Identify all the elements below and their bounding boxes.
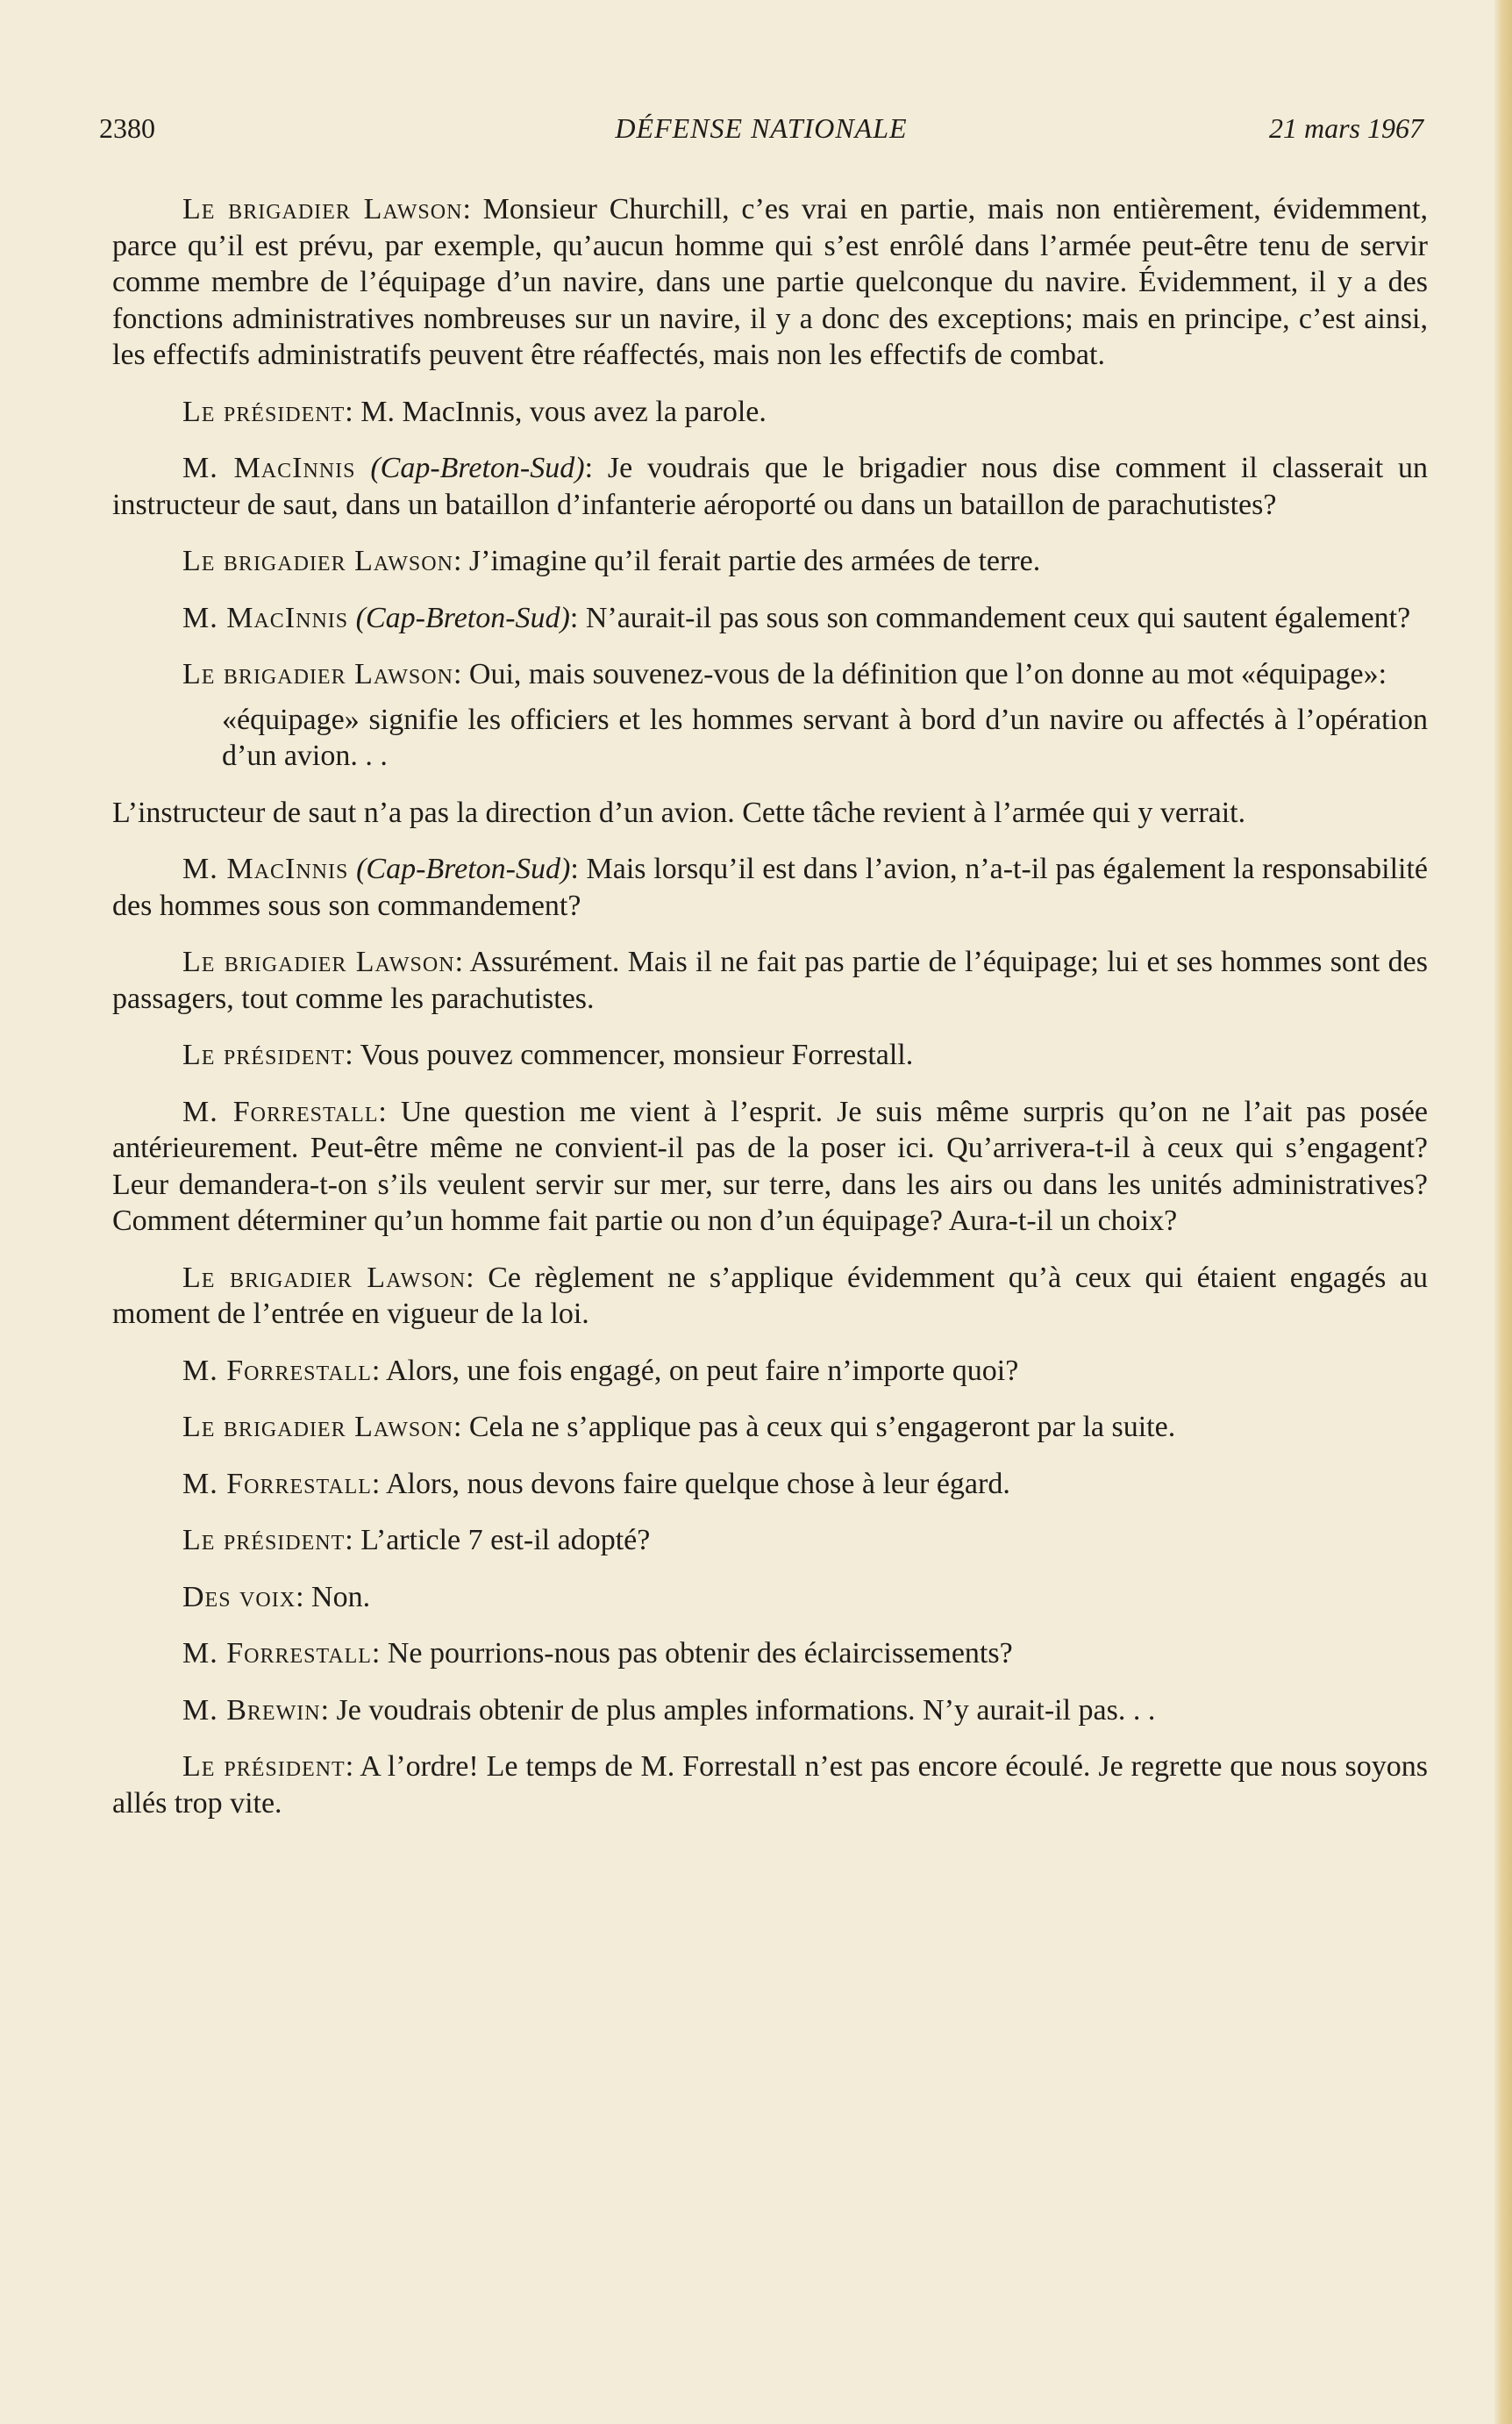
speaker-name: M. Forrestall	[182, 1095, 379, 1128]
paragraph-text: : J’imagine qu’il ferait partie des armées de terre.	[453, 545, 1041, 577]
speaker-name: Le président	[182, 1039, 346, 1071]
paragraph-text: : Je voudrais que le brigadier nous dise comment il classerait un instructeur de saut, dans un bataillon d’infanterie aéroporté ou dans un bataillon de parachutistes?	[112, 452, 1428, 521]
paragraph	[112, 1579, 1428, 1616]
speaker-name: M. Forrestall	[182, 1354, 372, 1387]
paragraph	[112, 543, 1428, 580]
riding-name: (Cap-Breton-Sud)	[348, 853, 571, 885]
speaker-name: M. MacInnis	[182, 601, 349, 634]
paragraph	[112, 1466, 1428, 1503]
paragraph	[112, 191, 1428, 374]
speaker-name: Des voix	[182, 1580, 296, 1613]
speaker-name: Le président	[182, 1750, 346, 1783]
paragraph	[112, 851, 1428, 924]
paragraph	[112, 450, 1428, 523]
paragraph-text: : Cela ne s’applique pas à ceux qui s’engageront par la suite.	[453, 1411, 1176, 1443]
paragraph	[112, 1748, 1428, 1821]
speaker-name: Le brigadier Lawson	[182, 946, 455, 978]
page-header	[99, 112, 1423, 165]
speaker-name: Le brigadier Lawson	[182, 658, 453, 690]
paragraph	[112, 600, 1428, 637]
running-title: DÉFENSE NATIONALE	[615, 112, 908, 144]
paragraph	[112, 1692, 1428, 1729]
page-number: 2380	[99, 112, 155, 144]
riding-name: (Cap-Breton-Sud)	[355, 452, 585, 484]
paragraph-text: : Mais lorsqu’il est dans l’avion, n’a-t-il pas également la responsabilité des hommes sous son commandement?	[112, 853, 1428, 922]
paragraph	[112, 1409, 1428, 1446]
paragraph-text: : Alors, une fois engagé, on peut faire n’importe quoi?	[371, 1354, 1019, 1387]
paragraph-text: : L’article 7 est-il adopté?	[345, 1524, 651, 1556]
paragraph-text: : Monsieur Churchill, c’es vrai en partie, mais non entièrement, évidemment, parce qu’il est prévu, par exemple, qu’aucun homme qui s’est enrôlé dans l’armée peut-être tenu de servir comme membre de l’équipage d’un navire, dans une partie quelconque du navire. Évidemment, il y a des fonctions administratives nombreuses sur un navire, il y a donc des exceptions; mais en principe, c’est ainsi, les effectifs administratifs peuvent être réaffectés, mais non les effectifs de combat.	[112, 193, 1429, 371]
riding-name: (Cap-Breton-Sud)	[348, 601, 570, 634]
paragraph-text: : Ce règlement ne s’applique évidemment qu’à ceux qui étaient engagés au moment de l’entrée en vigueur de la loi.	[112, 1261, 1429, 1330]
speaker-name: M. MacInnis	[182, 452, 356, 484]
transcript-body	[112, 191, 1428, 1841]
speaker-name: M. Forrestall	[182, 1637, 372, 1670]
paragraph-text: : Je voudrais obtenir de plus amples informations. N’y aurait-il pas. . .	[320, 1693, 1156, 1727]
speaker-name: M. Forrestall	[182, 1467, 372, 1500]
paragraph	[112, 1260, 1428, 1333]
paragraph-text: : M. MacInnis, vous avez la parole.	[345, 395, 767, 428]
paragraph-text: : A l’ordre! Le temps de M. Forrestall n’est pas encore écoulé. Je regrette que nous soyons allés trop vite.	[112, 1750, 1428, 1820]
speaker-name: Le brigadier Lawson	[182, 1261, 467, 1294]
paragraph-text: : Alors, nous devons faire quelque chose à leur égard.	[371, 1467, 1010, 1500]
paragraph-text: : N’aurait-il pas sous son commandement ceux qui sautent également?	[569, 601, 1411, 634]
paragraph	[112, 944, 1428, 1017]
paragraph	[112, 394, 1428, 431]
speaker-name: M. Brewin	[182, 1693, 321, 1727]
page-edge	[1494, 0, 1512, 2424]
paragraph	[112, 1094, 1428, 1240]
speaker-name: M. MacInnis	[182, 853, 349, 885]
paragraph	[112, 1635, 1428, 1672]
speaker-name: Le brigadier Lawson	[182, 545, 453, 577]
paragraph-text: : Ne pourrions-nous pas obtenir des éclaircissements?	[371, 1637, 1013, 1670]
running-date: 21 mars 1967	[1268, 112, 1423, 144]
paragraph	[112, 1037, 1428, 1074]
paragraph-text: : Non.	[296, 1580, 371, 1613]
paragraph	[112, 1522, 1428, 1559]
paragraph-text: : Oui, mais souvenez-vous de la définition que l’on donne au mot «équipage»:	[453, 658, 1387, 690]
block-quote	[222, 702, 1428, 775]
paragraph-text: L’instructeur de saut n’a pas la direction d’un avion. Cette tâche revient à l’armée qui y verrait.	[112, 796, 1246, 829]
speaker-name: Le brigadier Lawson	[182, 1411, 453, 1443]
paragraph-text: : Une question me vient à l’esprit. Je suis même surpris qu’on ne l’ait pas posée antérieurement. Peut-être même ne convient-il pas de la poser ici. Qu’arrivera-t-il à ceux qui s’engagent? Leur demandera-t-on s’ils veulent servir sur mer, sur terre, dans les airs ou dans les unités administratives? Comment déterminer qu’un homme fait partie ou non d’un équipage? Aura-t-il un choix?	[112, 1095, 1429, 1237]
speaker-name: Le président	[182, 1524, 346, 1556]
quote-text: «équipage» signifie les officiers et les hommes servant à bord d’un navire ou affectés à l’opération d’un avion. . .	[222, 703, 1428, 772]
paragraph-text: : Assurément. Mais il ne fait pas partie de l’équipage; lui et ses hommes sont des passagers, tout comme les parachutistes.	[112, 946, 1429, 1015]
paragraph	[112, 795, 1428, 832]
paragraph-text: : Vous pouvez commencer, monsieur Forrestall.	[345, 1039, 914, 1071]
paragraph	[112, 1353, 1428, 1390]
paragraph	[112, 656, 1428, 693]
speaker-name: Le brigadier Lawson	[182, 193, 463, 225]
speaker-name: Le président	[182, 395, 346, 428]
